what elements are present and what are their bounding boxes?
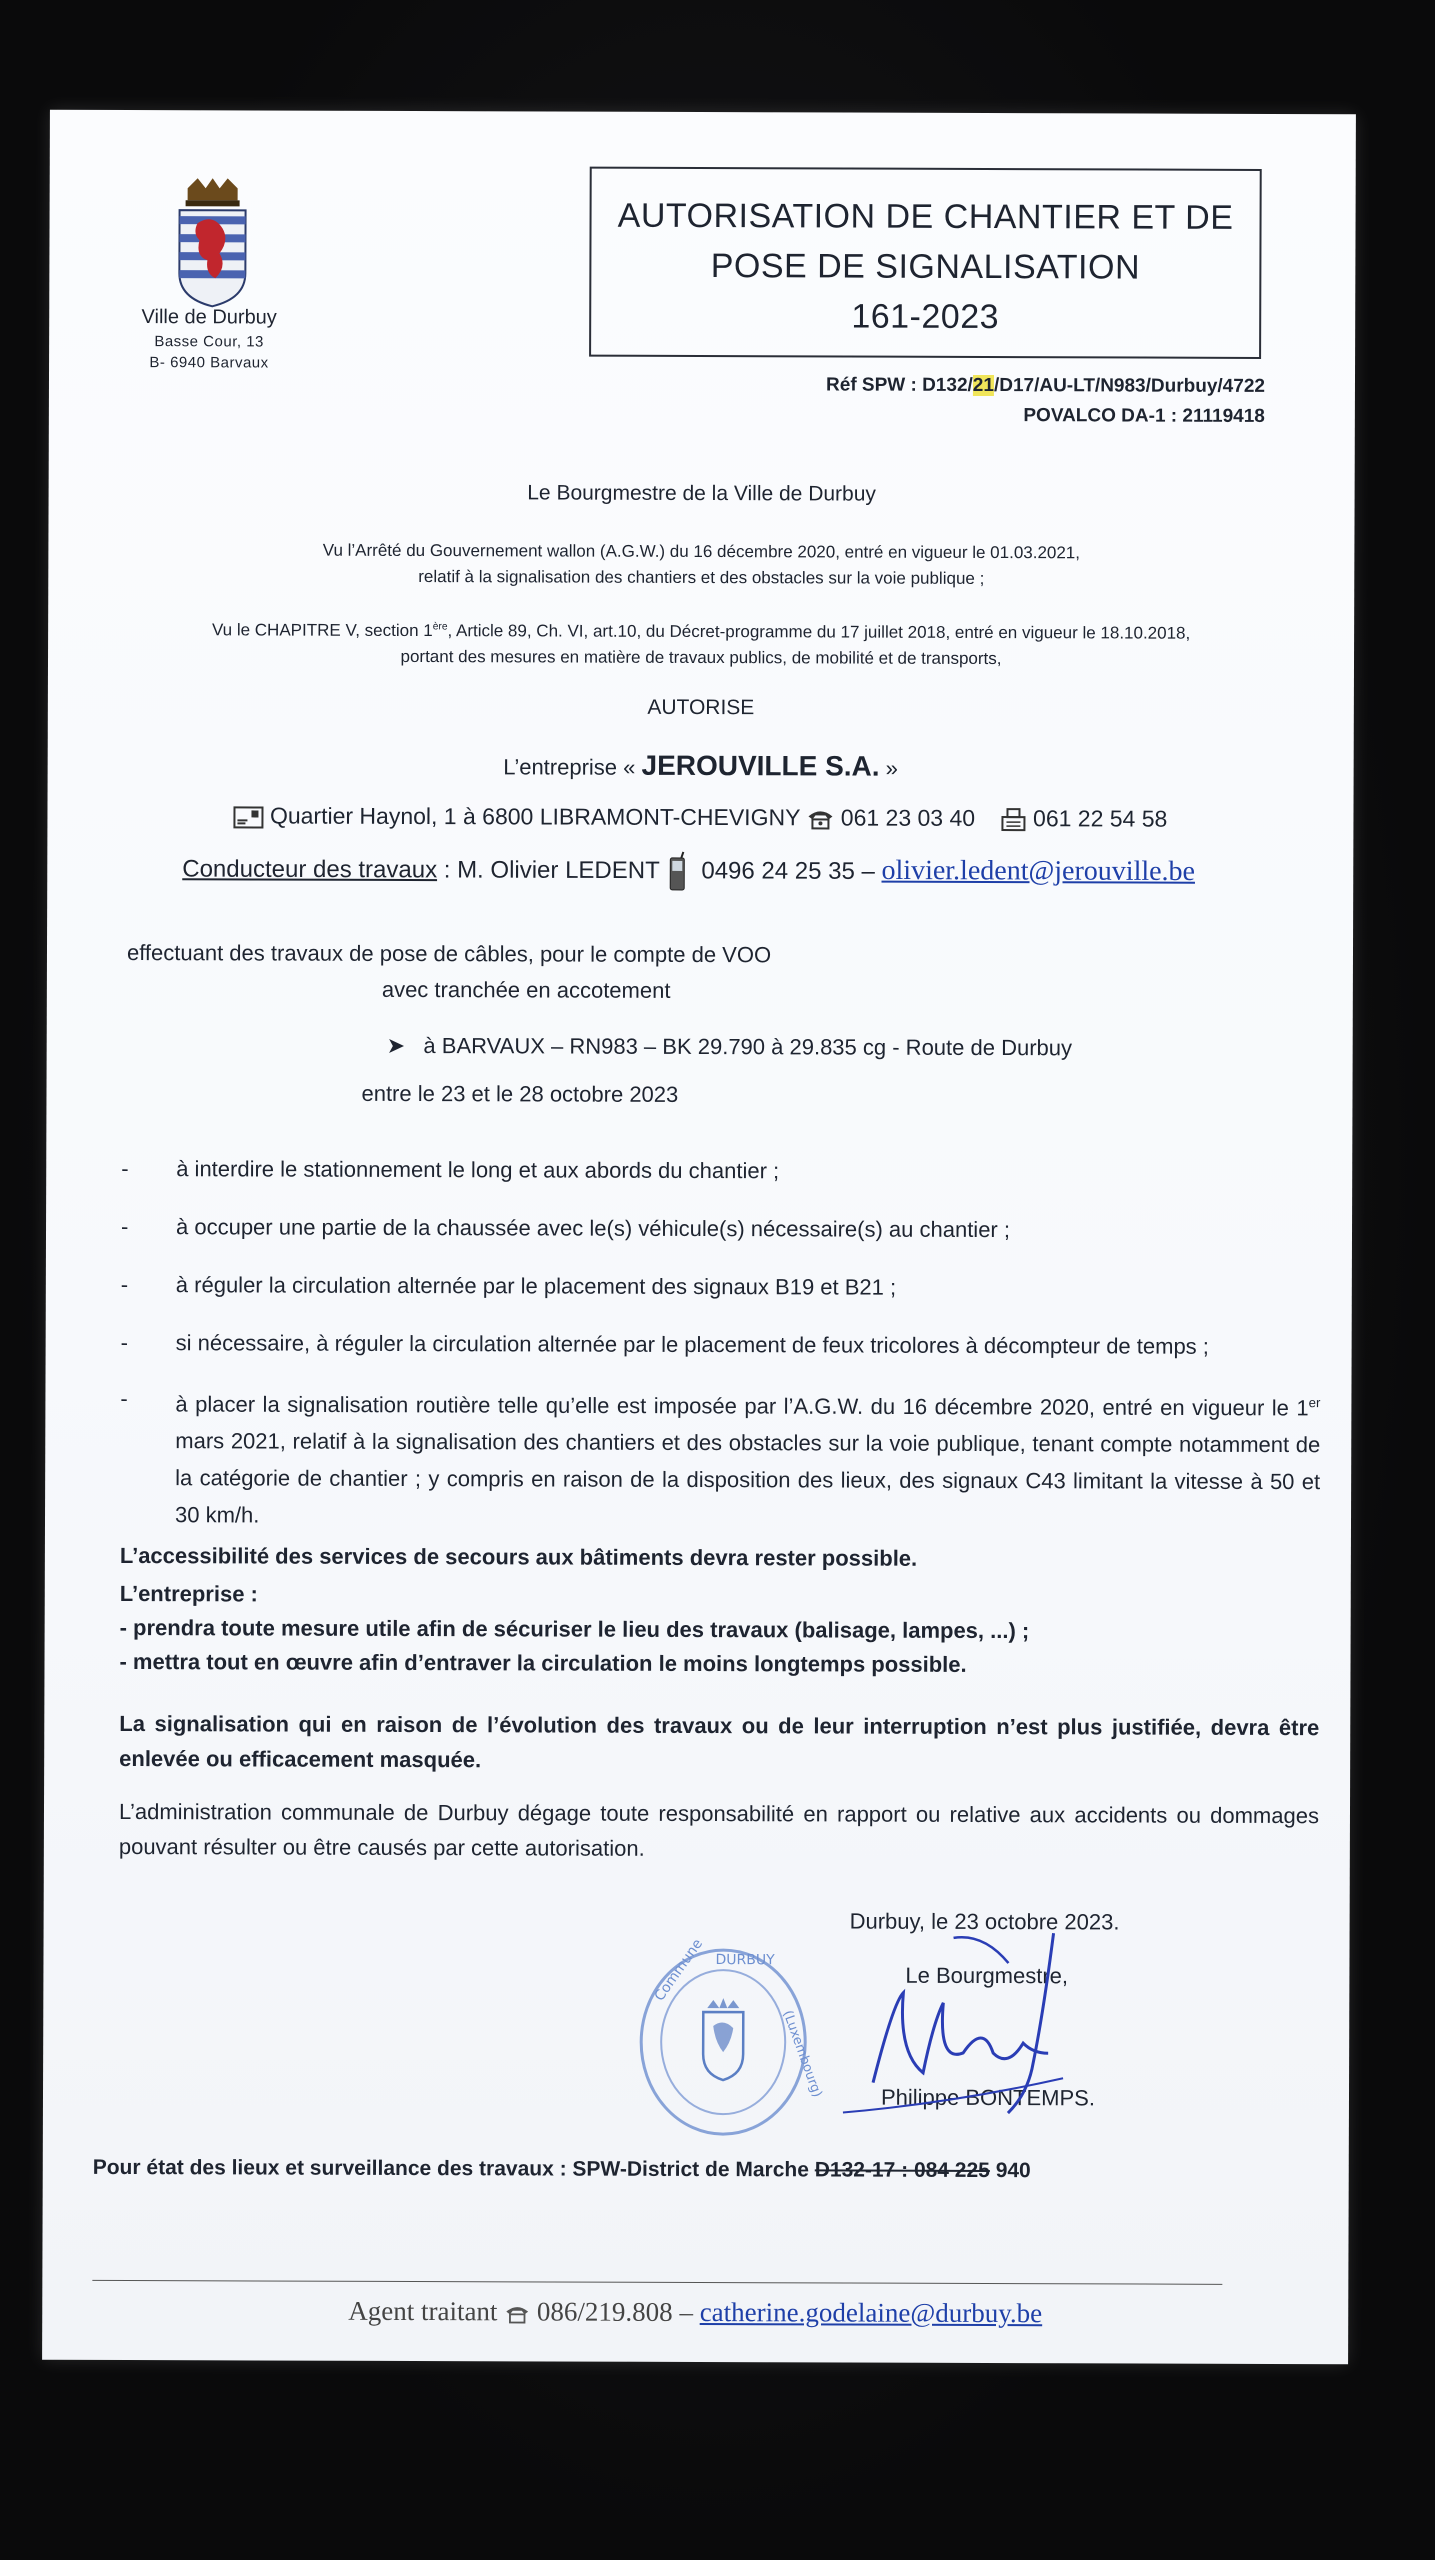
conductor-email-link[interactable]: olivier.ledent@jerouville.be [881,854,1196,888]
spw-reference [826,374,1265,398]
obligation-1: - prendra toute mesure utile afin de sécuriser le lieu des travaux (balisage, lampes, ...) ; [119,1614,1030,1644]
surveillance-line: Pour état des lieux et surveillance des travaux : SPW-District de Marche D132-17 : 084 225 940 [92,2155,1031,2183]
company-address: Quartier Haynol, 1 à 6800 LIBRAMONT-CHEVIGNY [269,802,801,831]
list-item: - si nécessaire, à réguler la circulation alternée par le placement de feux tricolores à décompteur de temps ; [120,1329,1209,1359]
signature-role: Le Bourgmestre, [905,1962,1069,1989]
arrow-bullet-icon: ➤ [386,1032,406,1058]
liability-note: L’administration communale de Durbuy dégage toute responsabilité en rapport ou relative aux accidents ou dommages pouvant résulter ou être causés par cette autorisation. [118,1798,1320,1861]
svg-text:Commune: Commune [651,1936,707,2005]
town-address-line1: Basse Cour, 13 [154,333,264,351]
authorise-heading: AUTORISE [647,695,755,720]
vu2-line1: Vu le CHAPITRE V, section 1ère, Article 89, Ch. VI, art.10, du Décret-programme du 17 juillet 2018, entré en vigueur le 18.10.2018, [211,620,1191,643]
telephone-icon [806,804,834,830]
municipal-seal-stamp [633,1936,825,2143]
signage-note: La signalisation qui en raison de l’évolution des travaux ou de leur interruption n’est plus justifiée, devra être enlevée ou efficacement masquée. [119,1710,1320,1773]
ref-prefix: Réf SPW : D132/ [826,374,973,396]
company-phone: 061 23 03 40 [840,804,976,831]
agent-email-link[interactable]: catherine.godelaine@durbuy.be [699,2297,1043,2329]
document-title-box [589,167,1262,359]
list-item: - à occuper une partie de la chaussée avec le(s) véhicule(s) nécessaire(s) au chantier ; [120,1213,1011,1243]
company-fax: 061 22 54 58 [1033,805,1168,832]
fax-icon [1001,805,1027,831]
town-name: Ville de Durbuy [141,306,277,329]
town-block [89,306,329,372]
title-line2: POSE DE SIGNALISATION [710,247,1141,287]
agent-phone: 086/219.808 [536,2296,673,2327]
company-contact-line [47,802,1353,834]
works-line1: effectuant des travaux de pose de câbles, pour le compte de VOO [126,940,772,968]
envelope-icon [234,802,264,828]
signatory-name: Philippe BONTEMPS. [880,2084,1096,2111]
conductor-label: Conducteur des travaux [182,855,438,884]
ref-highlight: 21 [972,374,994,397]
company-obligations-heading: L’entreprise : [119,1580,258,1607]
mobile-phone-icon [666,857,688,884]
works-location-line [387,1033,1072,1061]
surveillance-label: Pour état des lieux et surveillance des travaux : SPW-District de Marche [92,2155,815,2182]
durbuy-crest-logo [167,178,257,308]
list-item: - à réguler la circulation alternée par le placement des signaux B19 et B21 ; [120,1271,897,1300]
works-line2: avec tranchée en accotement [381,976,671,1003]
list-item: - à interdire le stationnement le long et aux abords du chantier ; [121,1155,780,1184]
obligation-2: - mettra tout en œuvre afin d’entraver la circulation le moins longtemps possible. [119,1648,967,1677]
title-number: 161-2023 [851,297,1000,337]
conductor-line: Conducteur des travaux : M. Olivier LEDENT 0496 24 25 35 – olivier.ledent@jerouville.be [182,850,1195,894]
conductor-mobile: 0496 24 25 35 [701,857,855,885]
works-period: entre le 23 et le 28 octobre 2023 [361,1080,679,1107]
works-location: à BARVAUX – RN983 – BK 29.790 à 29.835 cg - Route de Durbuy [423,1033,1073,1061]
vu1-line2: relatif à la signalisation des chantiers et des obstacles sur la voie publique ; [418,567,985,588]
povalco-reference: POVALCO DA-1 : 21119418 [1023,405,1265,427]
access-note: L’accessibilité des services de secours aux bâtiments devra rester possible. [119,1542,918,1571]
authority-line: Le Bourgmestre de la Ville de Durbuy [527,481,876,506]
handwritten-signature [833,1902,1134,2133]
town-address-line2: B- 6940 Barvaux [149,354,269,372]
footer-agent-line: Agent traitant 086/219.808 – catherine.godelaine@durbuy.be [348,2295,1043,2329]
title-line1: AUTORISATION DE CHANTIER ET DE [617,196,1234,237]
footer-divider [92,2280,1222,2285]
vu2-line2: portant des mesures en matière de travaux publics, de mobilité et de transports, [400,646,1002,669]
document-page [42,110,1356,2365]
svg-text:DURBUY: DURBUY [715,1952,775,1969]
ref-suffix: /D17/AU-LT/N983/Durbuy/4722 [993,375,1266,397]
company-line: L’entreprise « JEROUVILLE S.A. » [503,749,898,782]
struck-reference: D132-17 : 084 225 [814,2158,990,2183]
vu1-line1: Vu l’Arrêté du Gouvernement wallon (A.G.W.) du 16 décembre 2020, entré en vigueur le 01.03.2021, [322,540,1081,563]
svg-text:(Luxembourg): (Luxembourg) [779,2008,825,2100]
telephone-icon [504,2296,530,2326]
signature-date: Durbuy, le 23 octobre 2023. [849,1908,1120,1935]
conductor-name: : M. Olivier LEDENT [437,856,660,885]
company-name: JEROUVILLE S.A. [641,749,880,782]
list-item: - à placer la signalisation routière telle qu’elle est imposée par l’A.G.W. du 16 décembre 2020, entré en vigueur le 1er mars 2021, relatif à la signalisation des chantiers et des obstacles sur la voie publique, tenant compte notamment de la catégorie de chantier ; y compris en raison de la disposition des lieux, des signaux C43 limitant la vitesse à 50 et 30 km/h. [120,1385,1321,1528]
